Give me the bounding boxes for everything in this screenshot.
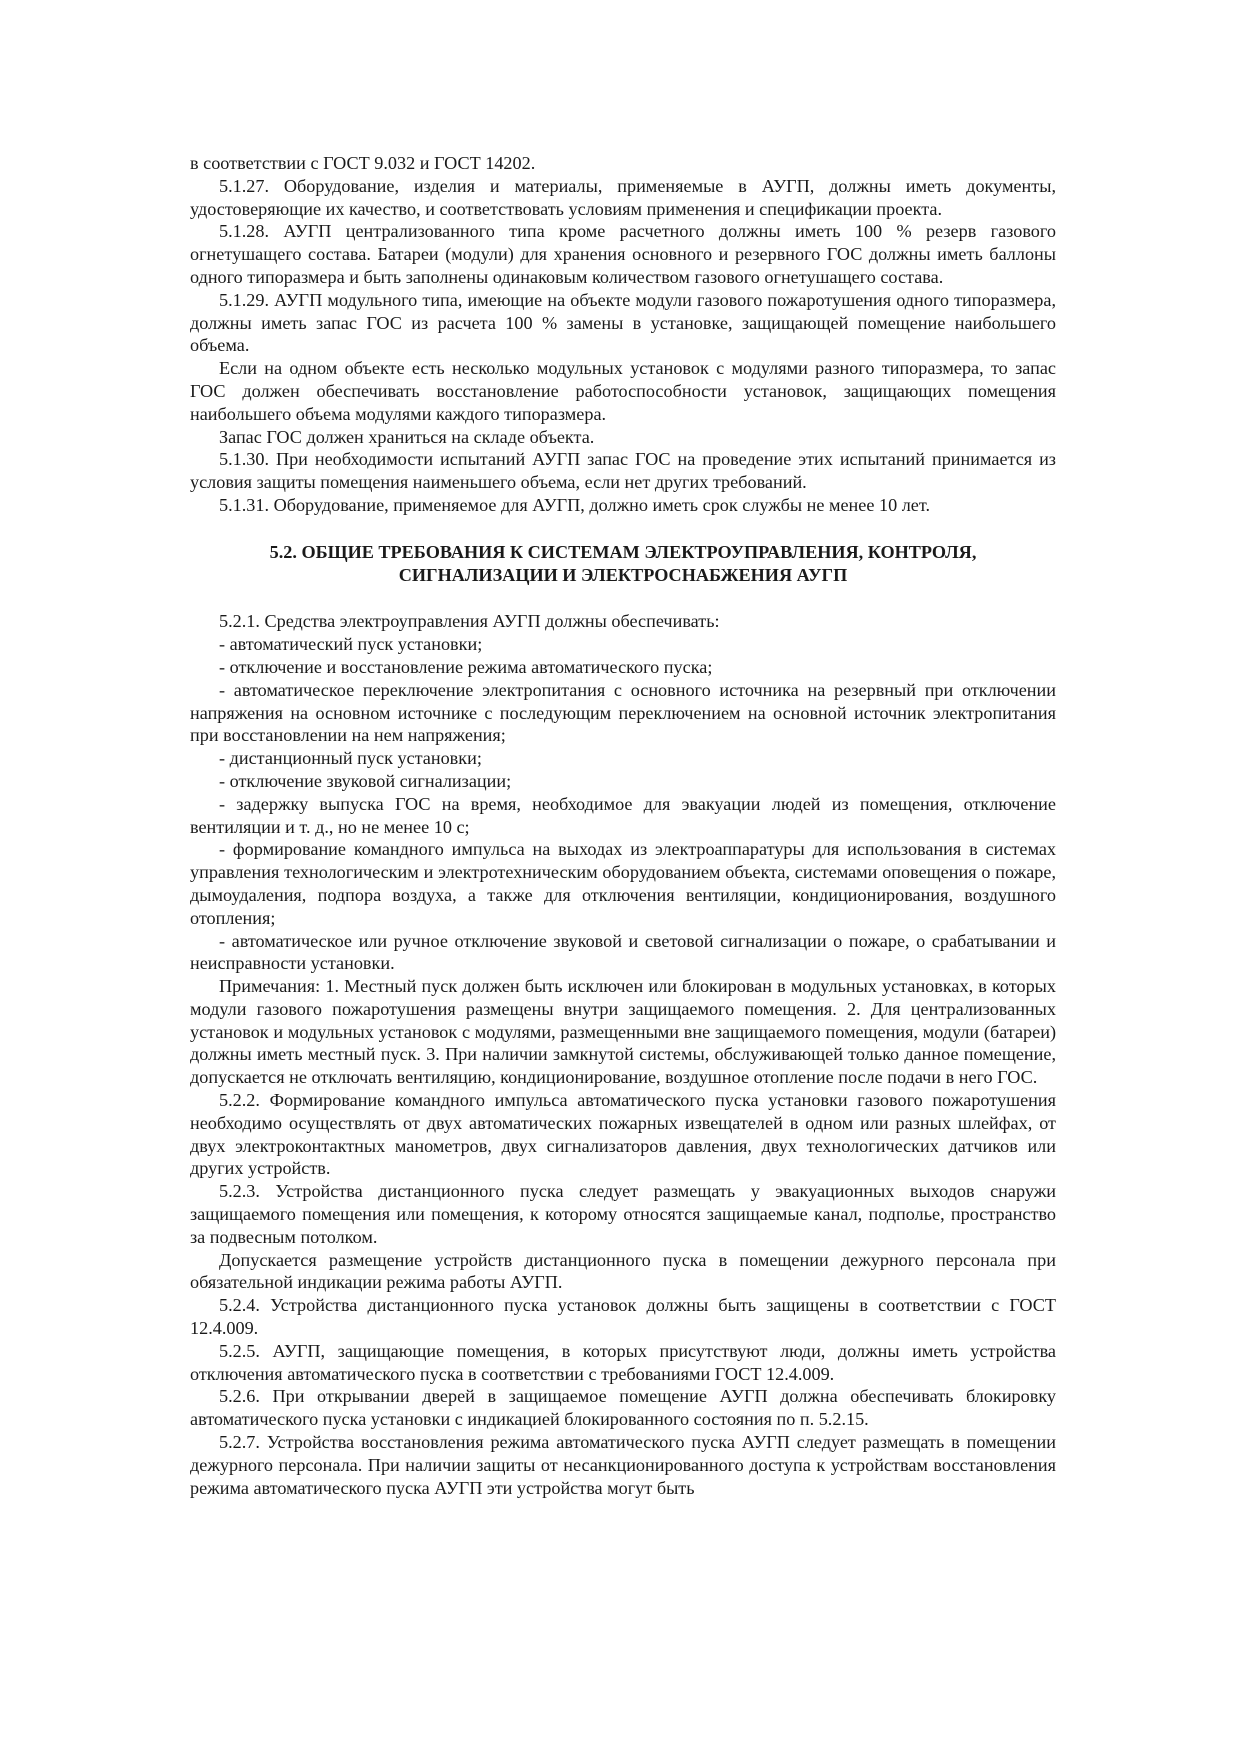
paragraph-p-cont: в соответствии с ГОСТ 9.032 и ГОСТ 14202. — [190, 153, 536, 173]
paragraph-p-5-1-27: 5.1.27. Оборудование, изделия и материалы, применяемые в АУГП, должны иметь документы, удостоверяющие их качество, и соответствовать условиям применения и спецификации проекта. — [190, 175, 1056, 219]
paragraph-p-li-4: - дистанционный пуск установки; — [219, 748, 482, 769]
paragraph-p-5-1-31: 5.1.31. Оборудование, применяемое для АУГП, должно иметь срок службы не менее 10 лет. — [219, 494, 930, 515]
paragraph-p-li-7: - формирование командного импульса на выходах из электроаппаратуры для использования в системах управления технологическим и электротехническим оборудованием объекта, системами оповещения о пожаре, дымоудаления, подпора воздуха, а также для отключения вентиляции, кондиционирования, воздушного отопления; — [190, 839, 1056, 928]
paragraph-p-5-2-3b: Допускается размещение устройств дистанционного пуска в помещении дежурного персонала при обязательной индикации режима работы АУГП. — [190, 1249, 1056, 1293]
paragraph-p-5-2-6: 5.2.6. При открывании дверей в защищаемое помещение АУГП должна обеспечивать блокировку автоматического пуска установки с индикацией блокированного состояния по п. 5.2.15. — [190, 1386, 1056, 1430]
paragraph-p-5-2-1: 5.2.1. Средства электроуправления АУГП должны обеспечивать: — [219, 611, 720, 632]
section-heading-5-2 — [190, 541, 1056, 587]
paragraph-p-li-5: - отключение звуковой сигнализации; — [219, 770, 512, 791]
paragraph-p-li-1: - автоматический пуск установки; — [219, 634, 483, 655]
section-heading-line-1: 5.2. ОБЩИЕ ТРЕБОВАНИЯ К СИСТЕМАМ ЭЛЕКТРОУПРАВЛЕНИЯ, КОНТРОЛЯ, — [269, 541, 977, 562]
paragraph-p-5-2-2: 5.2.2. Формирование командного импульса автоматического пуска установки газового пожаротушения необходимо осуществлять от двух автоматических пожарных извещателей в одном или разных шлейфах, от двух электроконтактных манометров, двух сигнализаторов давления, двух технологических датчиков или других устройств. — [190, 1090, 1056, 1179]
paragraph-p-5-2-7: 5.2.7. Устройства восстановления режима автоматического пуска АУГП следует размещать в помещении дежурного персонала. При наличии защиты от несанкционированного доступа к устройствам восстановления режима автоматического пуска АУГП эти устройства могут быть — [190, 1432, 1056, 1498]
paragraph-p-5-1-30: 5.1.30. При необходимости испытаний АУГП запас ГОС на проведение этих испытаний принимается из условия защиты помещения наименьшего объема, если нет других требований. — [190, 449, 1056, 493]
paragraph-p-5-1-29c: Запас ГОС должен храниться на складе объекта. — [219, 426, 595, 447]
paragraph-p-notes: Примечания: 1. Местный пуск должен быть исключен или блокирован в модульных установках, в которых модули газового пожаротушения размещены внутри защищаемого помещения. 2. Для централизованных установок и модульных установок с модулями, размещенными вне защищаемого помещения, модули (батареи) должны иметь местный пуск. 3. При наличии замкнутой системы, обслуживающей только данное помещение, допускается не отключать вентиляцию, кондиционирование, воздушное отопление после подачи в него ГОС. — [190, 976, 1056, 1088]
paragraph-p-li-3: - автоматическое переключение электропитания с основного источника на резервный при отключении напряжения на основном источнике с последующим переключением на основной источник электропитания при восстановлении на нем напряжения; — [190, 679, 1056, 746]
paragraph-p-5-2-3: 5.2.3. Устройства дистанционного пуска следует размещать у эвакуационных выходов снаружи защищаемого помещения или помещения, к которому относятся защищаемые канал, подполье, пространство за подвесным потолком. — [190, 1181, 1056, 1247]
paragraph-p-5-1-29b: Если на одном объекте есть несколько модульных установок с модулями разного типоразмера, то запас ГОС должен обеспечивать восстановление работоспособности установок, защищающих помещения наибольшего объема модулями каждого типоразмера. — [190, 358, 1056, 424]
document-page — [190, 152, 1056, 1499]
section-heading-line-2: СИГНАЛИЗАЦИИ И ЭЛЕКТРОСНАБЖЕНИЯ АУГП — [398, 564, 848, 585]
paragraph-p-li-8: - автоматическое или ручное отключение звуковой и световой сигнализации о пожаре, о срабатывании и неисправности установки. — [190, 930, 1056, 974]
paragraph-p-li-6: - задержку выпуска ГОС на время, необходимое для эвакуации людей из помещения, отключение вентиляции и т. д., но не менее 10 с; — [190, 793, 1056, 837]
paragraphs-bottom — [190, 610, 1056, 1499]
paragraph-p-li-2: - отключение и восстановление режима автоматического пуска; — [219, 656, 713, 677]
paragraphs-top — [190, 152, 1056, 517]
paragraph-p-5-2-4: 5.2.4. Устройства дистанционного пуска установок должны быть защищены в соответствии с ГОСТ 12.4.009. — [190, 1295, 1056, 1339]
paragraph-p-5-1-29: 5.1.29. АУГП модульного типа, имеющие на объекте модули газового пожаротушения одного типоразмера, должны иметь запас ГОС из расчета 100 % замены в установке, защищающей помещение наибольшего объема. — [190, 289, 1056, 356]
paragraph-p-5-1-28: 5.1.28. АУГП централизованного типа кроме расчетного должны иметь 100 % резерв газового огнетушащего состава. Батареи (модули) для хранения основного и резервного ГОС должны иметь баллоны одного типоразмера и быть заполнены одинаковым количеством газового огнетушащего состава. — [190, 221, 1056, 287]
paragraph-p-5-2-5: 5.2.5. АУГП, защищающие помещения, в которых присутствуют люди, должны иметь устройства отключения автоматического пуска в соответствии с требованиями ГОСТ 12.4.009. — [190, 1340, 1056, 1384]
